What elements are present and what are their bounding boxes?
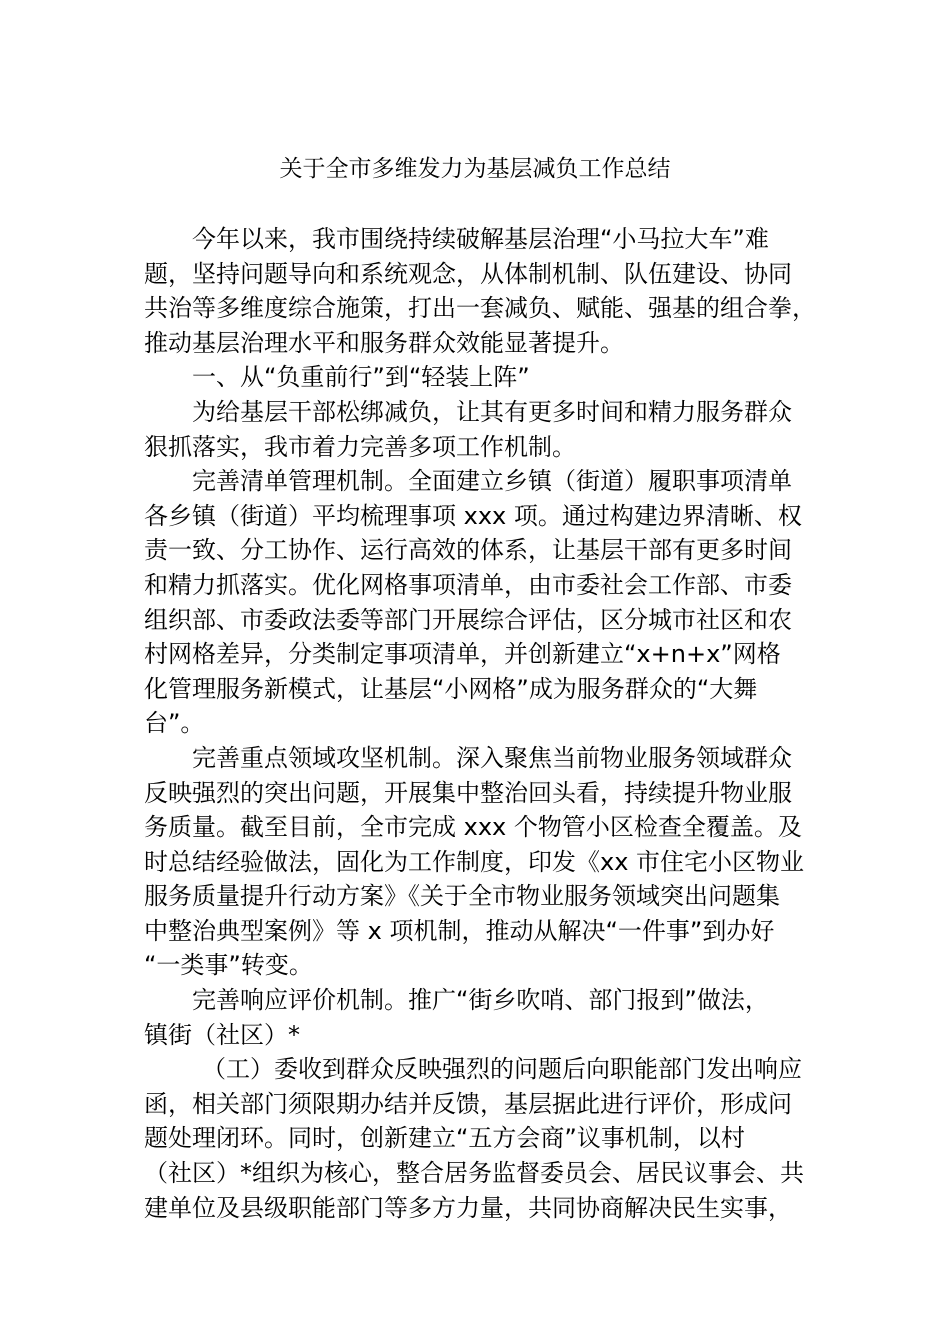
- paragraph-line: 狠抓落实，我市着力完善多项工作机制。: [144, 432, 576, 461]
- paragraph-line: 台”。: [144, 709, 205, 738]
- paragraph-line: 共治等多维度综合施策，打出一套减负、赋能、强基的组合拳，: [144, 294, 816, 323]
- paragraph-line: 村网格差异，分类制定事项清单，并创新建立“x+n+x”网格: [144, 640, 781, 669]
- paragraph-line: 函，相关部门须限期办结并反馈，基层据此进行评价，形成问: [144, 1089, 792, 1118]
- paragraph-line: 务质量。截至目前，全市完成 xxx 个物管小区检查全覆盖。及: [144, 813, 802, 842]
- paragraph-line: 题，坚持问题导向和系统观念，从体制机制、队伍建设、协同: [144, 259, 792, 288]
- paragraph-line: 完善清单管理机制。全面建立乡镇（街道）履职事项清单: [192, 467, 792, 496]
- paragraph-line: 建单位及县级职能部门等多方力量，共同协商解决民生实事，: [144, 1193, 792, 1222]
- document-title: 关于全市多维发力为基层减负工作总结: [279, 156, 671, 182]
- paragraph-line: 服务质量提升行动方案》《关于全市物业服务领域突出问题集: [144, 882, 780, 911]
- paragraph-line: 题处理闭环。同时，创新建立“五方会商”议事机制，以村: [144, 1124, 745, 1153]
- paragraph-line: （社区）*组织为核心，整合居务监督委员会、居民议事会、共: [144, 1159, 804, 1188]
- paragraph-line: 化管理服务新模式，让基层“小网格”成为服务群众的“大舞: [144, 674, 758, 703]
- paragraph-line: 反映强烈的突出问题，开展集中整治回头看，持续提升物业服: [144, 778, 792, 807]
- paragraph-line: 中整治典型案例》等 x 项机制，推动从解决“一件事”到办好: [144, 916, 775, 945]
- paragraph-line: 和精力抓落实。优化网格事项清单，由市委社会工作部、市委: [144, 570, 792, 599]
- paragraph-line: 镇街（社区）*: [144, 1020, 300, 1049]
- document-body: [144, 222, 824, 1225]
- paragraph-line: 时总结经验做法，固化为工作制度，印发《xx 市住宅小区物业: [144, 847, 805, 876]
- paragraph-line: 完善重点领域攻坚机制。深入聚焦当前物业服务领域群众: [192, 743, 792, 772]
- paragraph-line: 各乡镇（街道）平均梳理事项 xxx 项。通过构建边界清晰、权: [144, 501, 802, 530]
- section-heading: 一、从“负重前行”到“轻装上阵”: [192, 363, 530, 392]
- paragraph-line: 推动基层治理水平和服务群众效能显著提升。: [144, 328, 624, 357]
- paragraph-line: 组织部、市委政法委等部门开展综合评估，区分城市社区和农: [144, 605, 792, 634]
- paragraph-line: “一类事”转变。: [144, 951, 313, 980]
- paragraph-line: 责一致、分工协作、运行高效的体系，让基层干部有更多时间: [144, 536, 792, 565]
- paragraph-line: （工）委收到群众反映强烈的问题后向职能部门发出响应: [202, 1055, 802, 1084]
- paragraph-line: 完善响应评价机制。推广“街乡吹哨、部门报到”做法，: [192, 986, 769, 1015]
- paragraph-line: 今年以来，我市围绕持续破解基层治理“小马拉大车”难: [192, 225, 769, 253]
- paragraph-line: 为给基层干部松绑减负，让其有更多时间和精力服务群众: [192, 397, 792, 426]
